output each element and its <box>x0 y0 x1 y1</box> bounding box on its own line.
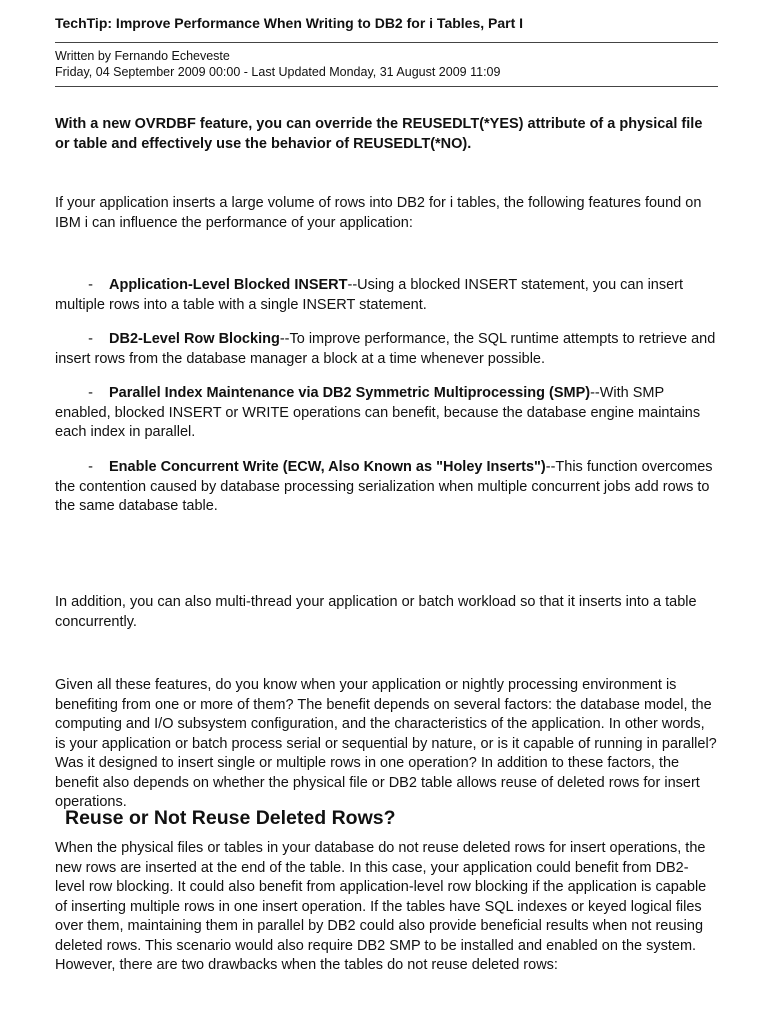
author-line: Written by Fernando Echeveste <box>55 49 230 63</box>
bullet-term: DB2-Level Row Blocking <box>109 331 280 347</box>
intro-paragraph: If your application inserts a large volume of rows into DB2 for i tables, the following features found on IBM i can influence the performance of your application: <box>55 195 702 231</box>
article-meta <box>55 49 718 80</box>
bullet-item <box>55 330 718 369</box>
bullet-term: Enable Concurrent Write (ECW, Also Known as "Holey Inserts") <box>109 459 546 475</box>
multithread-paragraph: In addition, you can also multi-thread your application or batch workload so that it inserts into a table concurrently. <box>55 594 697 630</box>
bullet-dash: - <box>88 277 93 293</box>
bullet-text: --Using a blocked INSERT statement, you can insert multiple rows into a table with a single INSERT statement. <box>55 277 684 313</box>
bullet-term: Parallel Index Maintenance via DB2 Symmetric Multiprocessing (SMP) <box>109 385 591 401</box>
section-heading: Reuse or Not Reuse Deleted Rows? <box>65 807 396 829</box>
factors-paragraph: Given all these features, do you know when your application or nightly processing environment is benefiting from one or more of them? The benefit depends on several factors: the database model, the computing and I/O subsystem configuration, and the characteristics of the application. In other words, is your application or batch process serial or sequential by nature, or is it capable of running in parallel? Was it designed to insert single or multiple rows in one operation? In addition to these factors, the benefit also depends on whether the physical file or DB2 table allows reuse of deleted rows for insert operations. <box>55 677 717 810</box>
meta-divider <box>55 86 718 87</box>
bullet-term: Application-Level Blocked INSERT <box>109 277 348 293</box>
bullet-item <box>55 384 718 443</box>
bullet-item <box>55 458 718 517</box>
bullet-dash: - <box>88 459 93 475</box>
bullet-dash: - <box>88 331 93 347</box>
bullet-text: --This function overcomes the contention caused by database processing serialization when multiple concurrent jobs add rows to the same database table. <box>55 459 713 514</box>
article-title: TechTip: Improve Performance When Writing to DB2 for i Tables, Part I <box>55 15 524 31</box>
date-line: Friday, 04 September 2009 00:00 - Last Updated Monday, 31 August 2009 11:09 <box>55 64 501 79</box>
header-divider <box>55 42 718 43</box>
bullet-text: --With SMP enabled, blocked INSERT or WRITE operations can benefit, because the database engine maintains each index in parallel. <box>55 385 701 440</box>
reuse-paragraph: When the physical files or tables in your database do not reuse deleted rows for insert operations, the new rows are inserted at the end of the table. In this case, your application could benefit from DB2-level row blocking. It could also benefit from application-level row blocking if the application is capable of inserting multiple rows in one insert operation. If the tables have SQL indexes or keyed logical files over them, maintaining them in parallel by DB2 could also provide beneficial results when not reusing deleted rows. This scenario would also require DB2 SMP to be installed and enabled on the system. However, there are two drawbacks when the tables do not reuse deleted rows: <box>55 840 707 973</box>
bullet-text: --To improve performance, the SQL runtime attempts to retrieve and insert rows from the database manager a block at a time whenever possible. <box>55 331 716 367</box>
bullet-item <box>55 276 718 315</box>
bullet-dash: - <box>88 385 93 401</box>
lead-paragraph: With a new OVRDBF feature, you can override the REUSEDLT(*YES) attribute of a physical file or table and effectively use the behavior of REUSEDLT(*NO). <box>55 116 703 152</box>
